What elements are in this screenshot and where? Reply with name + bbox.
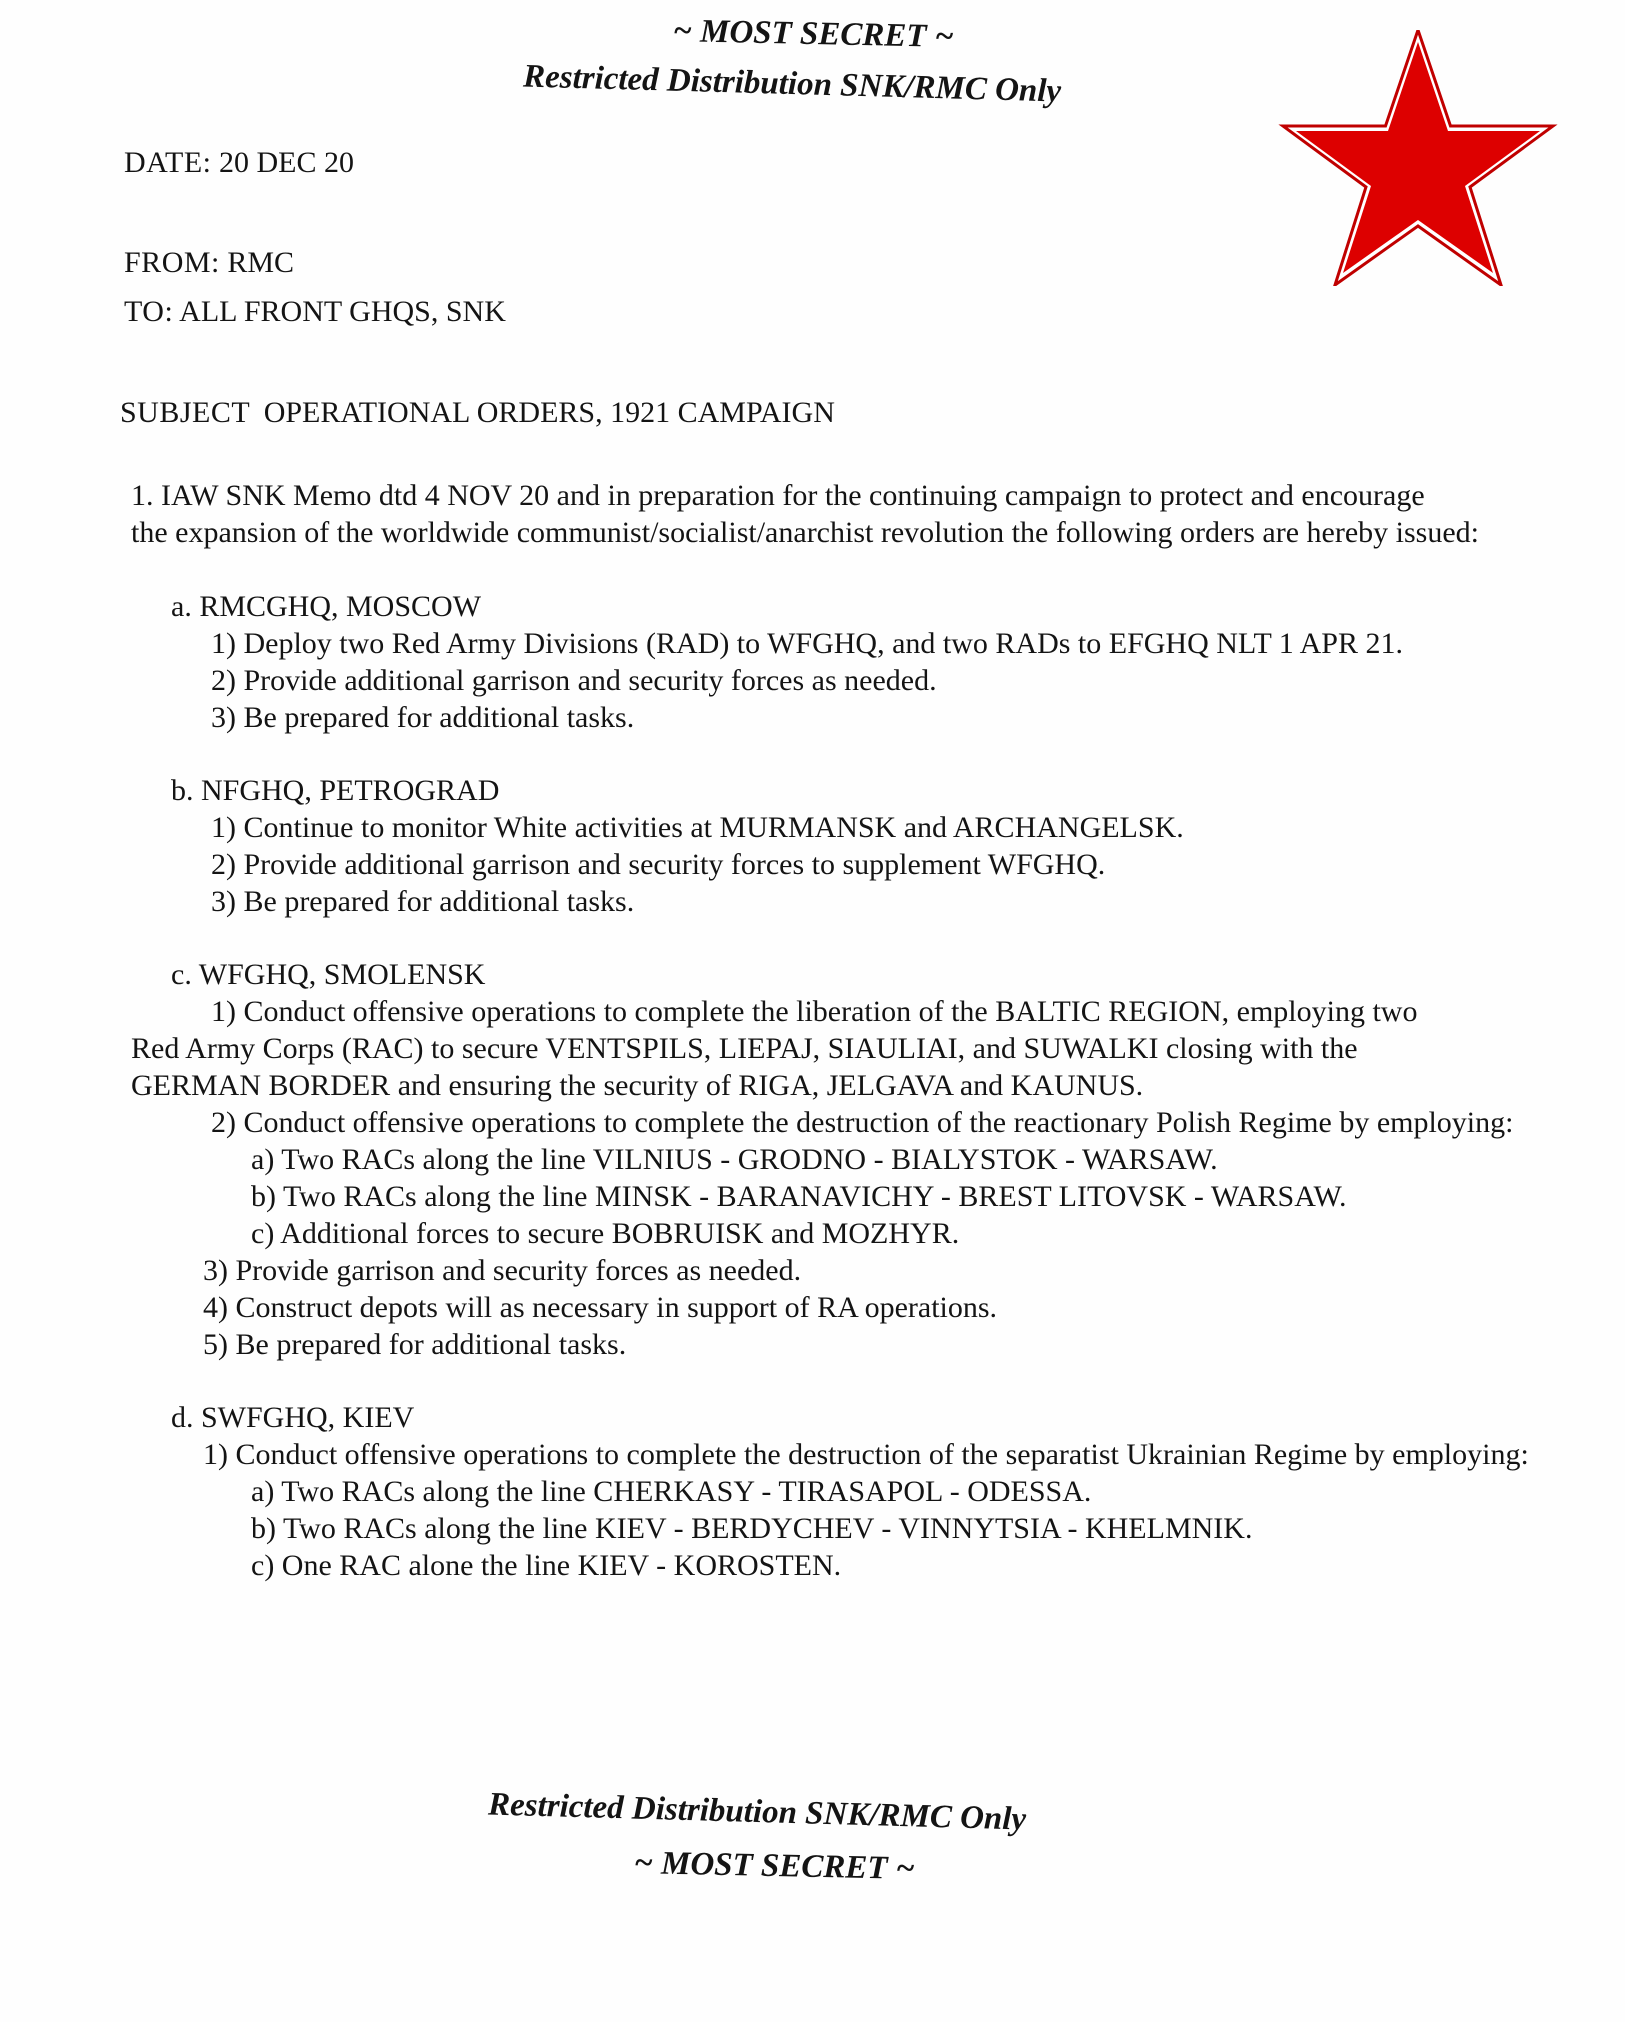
order-line: a) Two RACs along the line VILNIUS - GRODNO - BIALYSTOK - WARSAW. (251, 1143, 1218, 1176)
section-heading: d. SWFGHQ, KIEV (171, 1401, 415, 1434)
to-line (124, 297, 506, 327)
bottom-classification: ~ MOST SECRET ~ (633, 1845, 915, 1887)
red-star-icon (1278, 30, 1558, 286)
order-line: 2) Provide additional garrison and security forces as needed. (211, 664, 937, 697)
order-line: c) One RAC alone the line KIEV - KOROSTEN. (251, 1549, 842, 1582)
top-classification: ~ MOST SECRET ~ (672, 13, 954, 55)
order-line: GERMAN BORDER and ensuring the security of RIGA, JELGAVA and KAUNUS. (131, 1069, 1144, 1102)
order-line: 1) Continue to monitor White activities at MURMANSK and ARCHANGELSK. (211, 811, 1184, 844)
top-distribution: Restricted Distribution SNK/RMC Only (522, 58, 1062, 110)
order-line: 2) Provide additional garrison and security forces to supplement WFGHQ. (211, 848, 1106, 881)
intro-line: 1. IAW SNK Memo dtd 4 NOV 20 and in preparation for the continuing campaign to protect and encourage (131, 479, 1425, 512)
order-line: 2) Conduct offensive operations to complete the destruction of the reactionary Polish Regime by employing: (211, 1106, 1514, 1139)
order-line: 3) Be prepared for additional tasks. (211, 701, 635, 734)
from-line (124, 248, 294, 278)
order-line: 1) Deploy two Red Army Divisions (RAD) to WFGHQ, and two RADs to EFGHQ NLT 1 APR 21. (211, 627, 1403, 660)
subject-label: SUBJECT (120, 396, 251, 429)
section-heading: a. RMCGHQ, MOSCOW (171, 590, 482, 623)
date-line (124, 148, 354, 178)
bottom-distribution: Restricted Distribution SNK/RMC Only (487, 1786, 1027, 1838)
order-line: Red Army Corps (RAC) to secure VENTSPILS, LIEPAJ, SIAULIAI, and SUWALKI closing with the (131, 1032, 1358, 1065)
order-line: 1) Conduct offensive operations to complete the liberation of the BALTIC REGION, employing two (211, 995, 1418, 1028)
order-line: a) Two RACs along the line CHERKASY - TIRASAPOL - ODESSA. (251, 1475, 1092, 1508)
order-line: b) Two RACs along the line KIEV - BERDYCHEV - VINNYTSIA - KHELMNIK. (251, 1512, 1253, 1545)
section-heading: c. WFGHQ, SMOLENSK (171, 958, 486, 991)
order-line: 3) Be prepared for additional tasks. (211, 885, 635, 918)
order-line: 5) Be prepared for additional tasks. (203, 1328, 627, 1361)
section-heading: b. NFGHQ, PETROGRAD (171, 774, 500, 807)
from-value: RMC (227, 246, 295, 279)
to-value: ALL FRONT GHQS, SNK (179, 295, 506, 328)
intro-line: the expansion of the worldwide communist/socialist/anarchist revolution the following orders are hereby issued: (131, 516, 1480, 549)
to-label: TO: (124, 295, 174, 328)
order-line: b) Two RACs along the line MINSK - BARANAVICHY - BREST LITOVSK - WARSAW. (251, 1180, 1347, 1213)
subject-line (120, 398, 835, 428)
subject-value: OPERATIONAL ORDERS, 1921 CAMPAIGN (263, 396, 835, 429)
order-line: 4) Construct depots will as necessary in support of RA operations. (203, 1291, 998, 1324)
date-value: 20 DEC 20 (219, 146, 354, 179)
from-label: FROM: (124, 246, 220, 279)
order-line: 3) Provide garrison and security forces as needed. (203, 1254, 802, 1287)
date-label: DATE: (124, 146, 212, 179)
order-line: c) Additional forces to secure BOBRUISK and MOZHYR. (251, 1217, 960, 1250)
order-line: 1) Conduct offensive operations to complete the destruction of the separatist Ukrainian Regime by employing: (203, 1438, 1529, 1471)
